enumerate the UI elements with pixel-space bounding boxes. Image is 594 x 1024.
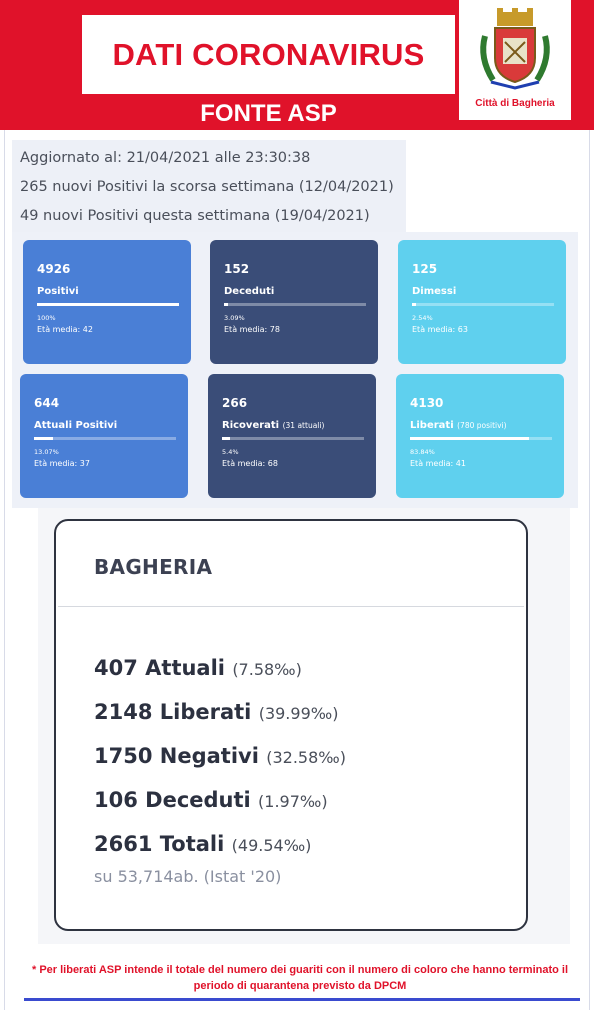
card-label [224, 286, 378, 297]
card-positivi [23, 240, 191, 364]
card-value: 4926 [37, 262, 71, 276]
updated-text: Aggiornato al: 21/04/2021 alle 23:30:38 [20, 150, 311, 166]
footnote: * Per liberati ASP intende il totale del numero dei guariti con il numero di coloro che hanno terminato il periodo di quarantena previsto da DPCM [31, 964, 569, 992]
card-label [37, 286, 191, 297]
stat-permille: (1.97‰) [258, 792, 328, 811]
card-label-text: Attuali Positivi [34, 420, 118, 431]
city-coat-of-arms-icon [475, 6, 555, 94]
progress-fill [34, 437, 53, 440]
bottom-divider [24, 998, 580, 1001]
card-liberati [396, 374, 564, 498]
card-age: Età media: 37 [34, 459, 90, 468]
card-age: Età media: 42 [37, 325, 93, 334]
stat-main: 2661 Totali [94, 832, 225, 856]
stat-main: 1750 Negativi [94, 744, 259, 768]
population-source: su 53,714ab. (Istat '20) [94, 867, 282, 886]
card-label [412, 286, 566, 297]
card-percent: 13.07% [34, 448, 59, 456]
card-value: 152 [224, 262, 250, 276]
card-label [222, 420, 376, 431]
bagheria-panel [54, 519, 528, 931]
card-value: 4130 [410, 396, 444, 410]
card-value: 266 [222, 396, 248, 410]
stat-row [94, 785, 346, 829]
source-label: FONTE ASP [200, 100, 337, 127]
progress-fill [222, 437, 230, 440]
title-box [82, 15, 455, 94]
divider [58, 606, 524, 607]
stat-permille: (7.58‰) [232, 660, 302, 679]
page-title: DATI CORONAVIRUS [112, 36, 425, 72]
card-label [410, 420, 564, 431]
card-dimessi [398, 240, 566, 364]
last-week-text: 265 nuovi Positivi la scorsa settimana (12/04/2021) [20, 179, 394, 195]
progress-fill [412, 303, 416, 306]
card-sub: (780 positivi) [457, 421, 507, 430]
stat-row [94, 741, 346, 785]
panel-title: BAGHERIA [94, 555, 213, 579]
crest-box [459, 0, 571, 120]
card-age: Età media: 41 [410, 459, 466, 468]
card-percent: 2.54% [412, 314, 433, 322]
stat-permille: (39.99‰) [258, 704, 339, 723]
card-label [34, 420, 188, 431]
card-value: 644 [34, 396, 60, 410]
card-age: Età media: 63 [412, 325, 468, 334]
stat-main: 106 Deceduti [94, 788, 251, 812]
city-label: Città di Bagheria [475, 98, 555, 109]
card-label-text: Deceduti [224, 286, 275, 297]
stat-main: 407 Attuali [94, 656, 225, 680]
card-percent: 100% [37, 314, 56, 322]
card-sub: (31 attuali) [282, 421, 325, 430]
card-label-text: Liberati [410, 420, 454, 431]
stat-main: 2148 Liberati [94, 700, 252, 724]
card-age: Età media: 68 [222, 459, 278, 468]
stat-permille: (49.54‰) [231, 836, 312, 855]
progress-bar [412, 303, 554, 306]
header-banner [0, 0, 594, 130]
card-percent: 3.09% [224, 314, 245, 322]
progress-bar [34, 437, 176, 440]
card-attuali-positivi [20, 374, 188, 498]
card-label-text: Ricoverati [222, 420, 280, 431]
stat-row [94, 697, 346, 741]
progress-fill [37, 303, 179, 306]
update-info [12, 140, 406, 232]
card-age: Età media: 78 [224, 325, 280, 334]
card-deceduti [210, 240, 378, 364]
progress-bar [222, 437, 364, 440]
progress-bar [37, 303, 179, 306]
progress-bar [224, 303, 366, 306]
stat-permille: (32.58‰) [266, 748, 346, 767]
bagheria-stats [94, 653, 346, 886]
card-label-text: Positivi [37, 286, 79, 297]
progress-fill [224, 303, 228, 306]
stat-row [94, 653, 346, 697]
card-value: 125 [412, 262, 438, 276]
progress-bar [410, 437, 552, 440]
card-percent: 5.4% [222, 448, 239, 456]
card-ricoverati [208, 374, 376, 498]
card-label-text: Dimessi [412, 286, 457, 297]
this-week-text: 49 nuovi Positivi questa settimana (19/04/2021) [20, 208, 370, 224]
progress-fill [410, 437, 529, 440]
card-percent: 83.84% [410, 448, 435, 456]
